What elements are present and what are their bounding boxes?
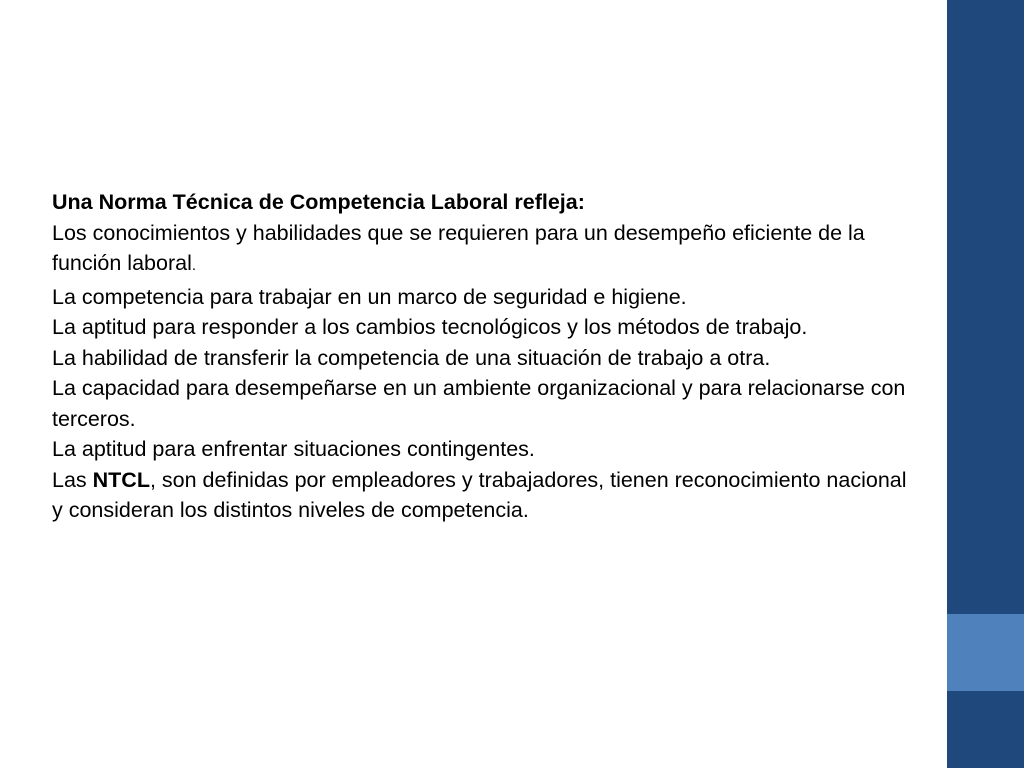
paragraph-5: La capacidad para desempeñarse en un ambiente organizacional y para relacionarse con terceros. [52,376,906,431]
slide-content [52,187,922,526]
closing-prefix: Las [52,467,93,492]
closing-suffix: , son definidas por empleadores y trabajadores, tienen reconocimiento nacional y consideran los distintos niveles de competencia. [52,467,907,522]
slide-title: Una Norma Técnica de Competencia Laboral refleja: [52,190,585,214]
closing-emphasis: NTCL [92,467,150,492]
paragraph-6: La aptitud para enfrentar situaciones contingentes. [52,437,535,461]
paragraph-4: La habilidad de transferir la competencia de una situación de trabajo a otra. [52,345,771,370]
side-decor-accent [947,614,1024,691]
paragraph-1-end: . [191,257,197,274]
paragraph-2: La competencia para trabajar en un marco de seguridad e higiene. [52,284,687,309]
paragraph-3: La aptitud para responder a los cambios tecnológicos y los métodos de trabajo. [52,315,808,339]
paragraph-1-text: Los conocimientos y habilidades que se requieren para un desempeño eficiente de la función laboral [52,220,865,275]
paragraph-1 [52,218,922,282]
closing-paragraph [52,465,922,526]
